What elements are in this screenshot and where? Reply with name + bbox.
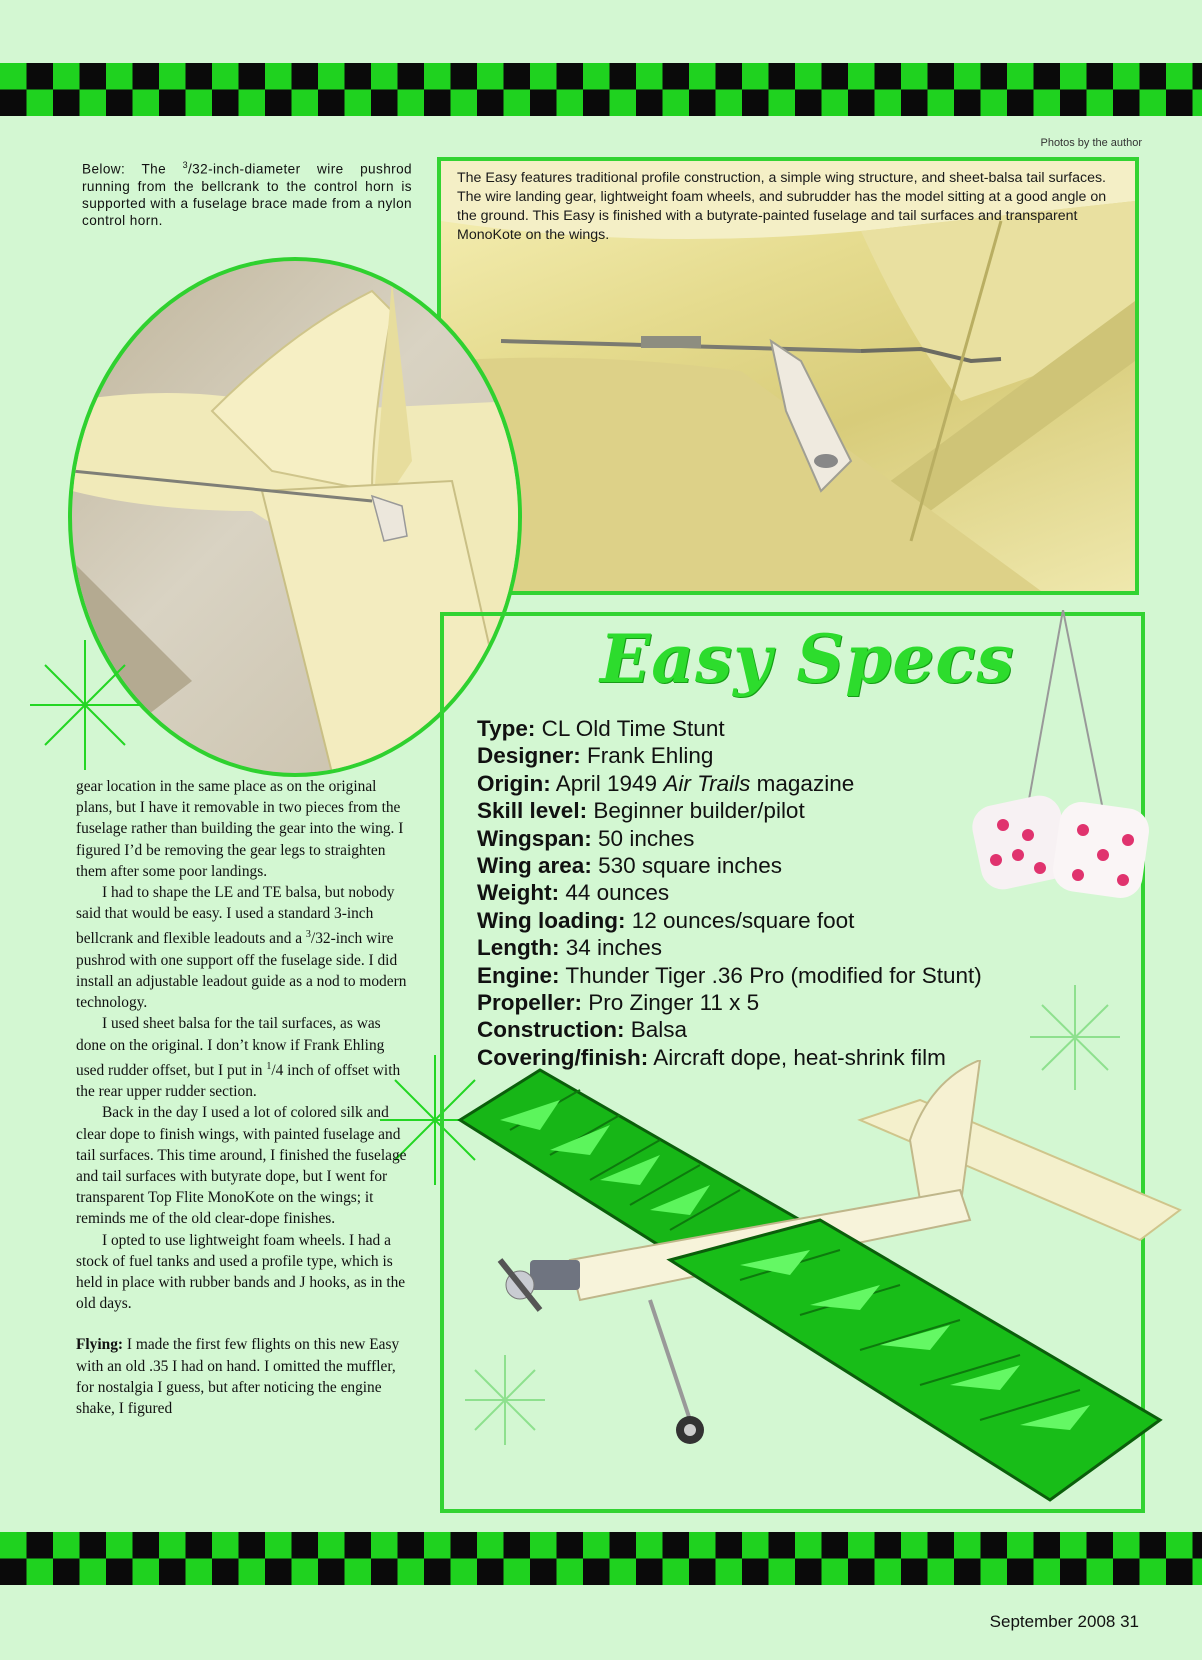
- body-p2-a: I had to shape the LE and TE balsa, but nobody said that would be easy. I used a standard 3-inch bellcrank and flexible leadouts and a: [76, 884, 395, 948]
- spec-engine: Engine: Thunder Tiger .36 Pro (modified for Stunt): [477, 962, 982, 988]
- body-paragraph-4: Back in the day I used a lot of colored silk and clear dope to finish wings, with painted fuselage and tail surfaces. This time around, I finished the fuselage and tail surfaces with butyrate dope, but I went for transparent Top Flite MonoKote on the wings; it reminds me of the old clear-dope finishes.: [76, 1104, 407, 1228]
- model-plane-image: [440, 1060, 1200, 1530]
- photo-pushrod-closeup: [437, 157, 1139, 595]
- page-folio: September 2008 31: [989, 1612, 1139, 1631]
- body-paragraph-flying: [76, 1334, 410, 1419]
- sparkle-ornament-left: [30, 640, 140, 770]
- checker-border-top: [0, 63, 1202, 116]
- body-p2-sup: 3: [305, 929, 311, 941]
- body-p3-a: I used sheet balsa for the tail surfaces, as was done on the original. I don’t know if Frank Ehling used rudder offset, but I put in: [76, 1015, 385, 1079]
- spec-type: Type: CL Old Time Stunt: [477, 716, 725, 741]
- body-paragraph-5: I opted to use lightweight foam wheels. I had a stock of fuel tanks and used a profile type, which is held in place with rubber bands and J hooks, as in the old days.: [76, 1231, 406, 1313]
- spec-designer: Designer: Frank Ehling: [477, 743, 714, 769]
- spec-propeller: Propeller: Pro Zinger 11 x 5: [477, 990, 760, 1016]
- spec-covering: Covering/finish: Aircraft dope, heat-shrink film: [477, 1044, 946, 1070]
- specs-title: Easy Specs: [600, 620, 1015, 698]
- photo-credit: Photos by the author: [1040, 137, 1142, 149]
- flying-subhead: Flying:: [76, 1336, 124, 1354]
- body-paragraph-1: gear location in the same place as on the original plans, but I have it removable in two pieces from the fuselage rather than building the gear into the wing. I figured I’d be removing the gear legs to straighten them after some poor landings.: [76, 778, 404, 880]
- body-p3-b: /4 inch of offset with the rear upper rudder section.: [76, 1061, 401, 1101]
- spec-wingspan: Wingspan: 50 inches: [477, 825, 695, 851]
- spec-weight: Weight: 44 ounces: [477, 880, 670, 906]
- body-p3-sup: 1: [266, 1060, 272, 1072]
- spec-skill: Skill level: Beginner builder/pilot: [477, 798, 805, 824]
- spec-origin: Origin: April 1949 Air Trails magazine: [477, 770, 855, 796]
- spec-wing-loading: Wing loading: 12 ounces/square foot: [477, 907, 855, 933]
- specs-list: [477, 715, 1037, 1071]
- body-p2-b: /32-inch wire pushrod with one support off the fuselage side. I did install an adjustable leadout guide as a nod to modern technology.: [76, 930, 407, 1012]
- body-paragraph-3: [76, 1013, 410, 1102]
- body-p6: I made the first few flights on this new Easy with an old .35 I had on hand. I omitted the muffler, for nostalgia I guess, but after noticing the engine shake, I figured: [76, 1336, 400, 1417]
- body-paragraph-2: [76, 882, 410, 1013]
- caption-circle-prefix: Below: The: [82, 161, 183, 177]
- spec-construction: Construction: Balsa: [477, 1017, 688, 1043]
- caption-circle-sup: 3: [182, 160, 188, 170]
- caption-circle-photo: [82, 157, 412, 229]
- checker-border-bottom: [0, 1532, 1202, 1585]
- article-body: [76, 776, 410, 1419]
- caption-top-photo: The Easy features traditional profile construction, a simple wing structure, and sheet-balsa tail surfaces. The wire landing gear, lightweight foam wheels, and subrudder has the model sitting at a good angle on the ground. This Easy is finished with a butyrate-painted fuselage and tail surfaces and transparent MonoKote on the wings.: [457, 170, 1107, 243]
- spec-length: Length: 34 inches: [477, 935, 663, 961]
- spec-wing-area: Wing area: 530 square inches: [477, 853, 782, 879]
- caption-circle-rest: /32-inch-diameter wire pushrod running from the bellcrank to the control horn is supported with a fuselage brace made from a nylon control horn.: [82, 161, 412, 228]
